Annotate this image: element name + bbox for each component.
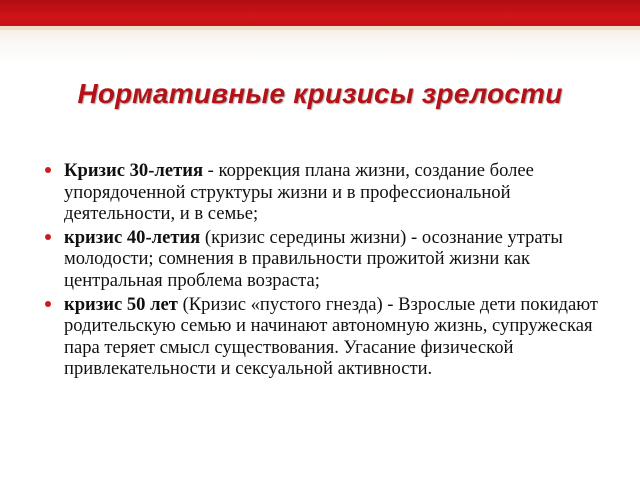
bullet-dot-icon	[45, 301, 51, 307]
bullet-list	[45, 160, 613, 382]
bullet-item-crisis-30	[45, 160, 613, 225]
bullet-text: (кризис середины жизни) - осознание утраты молодости; сомнения в правильности прожитой жизни как центральная проблема возраста;	[64, 226, 563, 291]
bullet-dot-icon	[45, 167, 51, 173]
slide-title: Нормативные кризисы зрелости	[77, 78, 563, 109]
bullet-term: кризис 40-летия	[64, 226, 201, 248]
bullet-term: кризис 50 лет	[64, 293, 178, 315]
top-red-band	[0, 0, 640, 26]
bullet-text: - коррекция плана жизни, создание более упорядоченной структуры жизни и в профессиональной деятельности, и в семье;	[64, 160, 534, 225]
bullet-text: (Кризис «пустого гнезда) - Взрослые дети покидают родительскую семью и начинают автономную жизнь, супружеская пара теряет смысл существования. Угасание физической привлекательности и сексуальной активности.	[64, 293, 599, 380]
top-gradient-fade	[0, 30, 640, 65]
bullet-item-crisis-50	[45, 294, 613, 380]
bullet-item-crisis-40	[45, 227, 613, 292]
bullet-term: Кризис 30-летия	[64, 160, 203, 181]
bullet-dot-icon	[45, 234, 51, 240]
